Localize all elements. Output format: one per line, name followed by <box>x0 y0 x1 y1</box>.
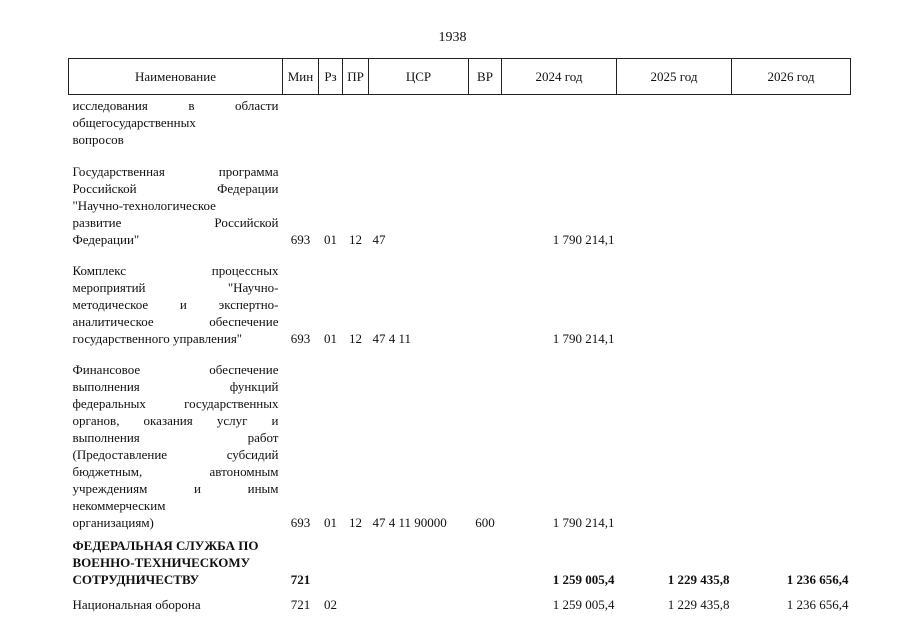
cell-2025 <box>617 95 732 149</box>
row-name-line: Государственная программа <box>72 164 279 179</box>
cell-rz <box>319 95 343 149</box>
cell-csr: 47 <box>372 232 386 247</box>
row-name <box>69 347 283 531</box>
cell-csr <box>369 95 469 149</box>
cell-vr <box>469 148 502 248</box>
cell-rz: 01 <box>324 515 337 530</box>
row-name-line: Федерации" <box>72 232 140 247</box>
row-name-line: СОТРУДНИЧЕСТВУ <box>72 572 200 587</box>
cell-pr: 12 <box>349 232 362 247</box>
header-csr: ЦСР <box>369 59 469 95</box>
row-name-line: федеральных государственных <box>72 396 279 411</box>
cell-csr: 47 4 11 90000 <box>372 515 447 530</box>
cell-2025: 1 229 435,8 <box>667 572 730 587</box>
cell-pr: 12 <box>349 331 362 346</box>
row-name-line: ВОЕННО-ТЕХНИЧЕСКОМУ <box>72 555 251 570</box>
cell-vr <box>469 588 502 613</box>
cell-pr: 12 <box>349 515 362 530</box>
row-name-line: органов, оказания услуг и <box>72 413 279 428</box>
cell-2024 <box>502 95 617 149</box>
cell-min: 693 <box>290 232 311 247</box>
table-row <box>69 347 851 531</box>
row-name <box>69 248 283 347</box>
row-name <box>69 95 283 149</box>
row-name-line: развитие Российской <box>72 215 279 230</box>
row-name-line: бюджетным, автономным <box>72 464 279 479</box>
cell-min <box>283 95 319 149</box>
row-name-line: исследования в области <box>72 98 279 113</box>
cell-vr <box>469 531 502 588</box>
row-name-line: государственного управления" <box>72 331 243 346</box>
cell-rz: 01 <box>324 232 337 247</box>
page-number: 1938 <box>438 30 467 45</box>
cell-2026 <box>732 148 851 248</box>
row-name-line: Финансовое обеспечение <box>72 362 279 377</box>
cell-2024: 1 790 214,1 <box>552 232 615 247</box>
table-row <box>69 248 851 347</box>
cell-2024: 1 259 005,4 <box>552 572 615 587</box>
row-name-line: Национальная оборона <box>72 597 201 612</box>
cell-2026 <box>732 248 851 347</box>
row-name-line: некоммерческим <box>72 498 166 513</box>
row-name-line: Российской Федерации <box>72 181 279 196</box>
cell-rz <box>319 531 343 588</box>
cell-min: 693 <box>290 331 311 346</box>
cell-2025 <box>617 148 732 248</box>
row-name-line: общегосударственных <box>72 115 196 130</box>
row-name-line: мероприятий "Научно- <box>72 280 279 295</box>
cell-csr <box>369 531 469 588</box>
header-2025: 2025 год <box>617 59 732 95</box>
cell-2026: 1 236 656,4 <box>786 597 849 612</box>
header-pr: ПР <box>343 59 369 95</box>
cell-min: 721 <box>290 572 311 587</box>
header-2024: 2024 год <box>502 59 617 95</box>
cell-pr <box>343 95 369 149</box>
table-row <box>69 588 851 613</box>
cell-rz: 01 <box>324 331 337 346</box>
row-name <box>69 531 283 588</box>
cell-csr: 47 4 11 <box>372 331 412 346</box>
row-name <box>69 588 283 613</box>
cell-2025 <box>617 347 732 531</box>
cell-vr: 600 <box>475 515 495 530</box>
cell-csr <box>369 588 469 613</box>
row-name-line: ФЕДЕРАЛЬНАЯ СЛУЖБА ПО <box>72 538 259 553</box>
row-name-line: организациям) <box>72 515 154 530</box>
cell-min: 693 <box>290 515 311 530</box>
header-name: Наименование <box>69 59 283 95</box>
cell-2024: 1 259 005,4 <box>552 597 615 612</box>
header-rz: Рз <box>319 59 343 95</box>
cell-2026: 1 236 656,4 <box>786 572 849 587</box>
cell-2025 <box>617 248 732 347</box>
row-name-line: Комплекс процессных <box>72 263 279 278</box>
row-name-line: вопросов <box>72 132 124 147</box>
table-header-row <box>69 59 851 95</box>
cell-pr <box>343 588 369 613</box>
header-vr: ВР <box>469 59 502 95</box>
row-name <box>69 148 283 248</box>
cell-2026 <box>732 347 851 531</box>
header-2026: 2026 год <box>732 59 851 95</box>
table-row <box>69 531 851 588</box>
cell-min: 721 <box>290 597 311 612</box>
cell-rz: 02 <box>324 597 337 612</box>
cell-2026 <box>732 95 851 149</box>
row-name-line: "Научно-технологическое <box>72 198 216 213</box>
row-name-line: выполнения работ <box>72 430 279 445</box>
table-row <box>69 95 851 149</box>
row-name-line: (Предоставление субсидий <box>72 447 279 462</box>
cell-vr <box>469 248 502 347</box>
table-row <box>69 148 851 248</box>
cell-pr <box>343 531 369 588</box>
cell-vr <box>469 95 502 149</box>
budget-table <box>68 58 851 613</box>
cell-2024: 1 790 214,1 <box>552 331 615 346</box>
header-min: Мин <box>283 59 319 95</box>
row-name-line: учреждениям и иным <box>72 481 279 496</box>
row-name-line: аналитическое обеспечение <box>72 314 279 329</box>
cell-2024: 1 790 214,1 <box>552 515 615 530</box>
cell-2025: 1 229 435,8 <box>667 597 730 612</box>
row-name-line: методическое и экспертно- <box>72 297 279 312</box>
row-name-line: выполнения функций <box>72 379 279 394</box>
